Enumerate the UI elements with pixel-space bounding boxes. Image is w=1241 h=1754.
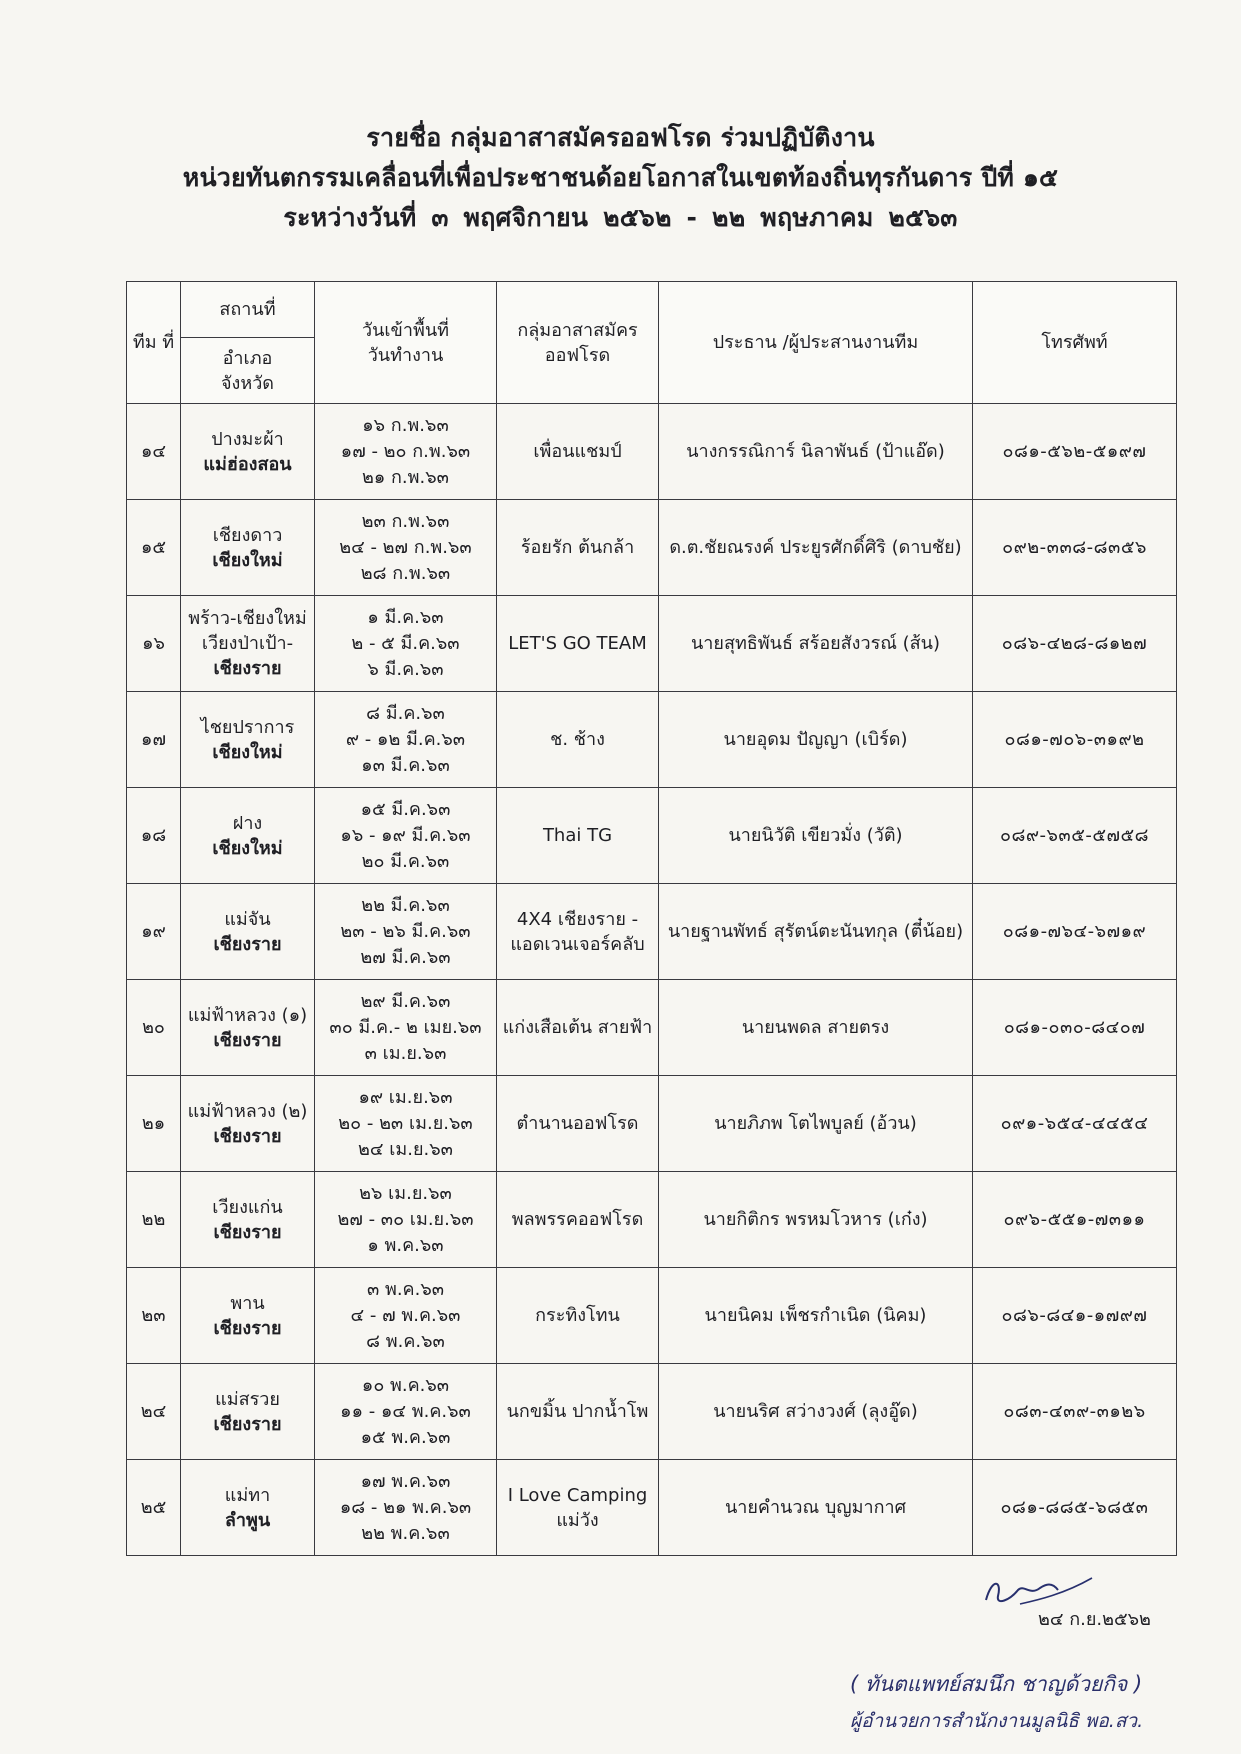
- leader-cell: นายนิวัติ เขียวมั่ง (วัติ): [659, 788, 973, 884]
- table-row: [127, 1172, 1177, 1268]
- table-row: [127, 1268, 1177, 1364]
- district-name: พาน: [230, 1292, 265, 1314]
- group-cell: LET'S GO TEAM: [497, 596, 659, 692]
- province-name: แม่ฮ่องสอน: [203, 453, 292, 475]
- place-cell: [181, 1076, 315, 1172]
- district-name: แม่ทา: [224, 1484, 271, 1506]
- table-row: [127, 1460, 1177, 1556]
- province-name: เชียงราย: [213, 1413, 282, 1435]
- place-cell: [181, 1268, 315, 1364]
- place-cell: [181, 500, 315, 596]
- group-cell: I Love Camping แม่วัง: [497, 1460, 659, 1556]
- date-line: ๒๙ มี.ค.๖๓: [360, 990, 451, 1012]
- table-row: [127, 788, 1177, 884]
- title-line-1: รายชื่อ กลุ่มอาสาสมัครออฟโรด ร่วมปฏิบัติงาน: [366, 123, 875, 152]
- team-cell: ๒๓: [127, 1268, 181, 1364]
- table-row: [127, 884, 1177, 980]
- header-group-line1: กลุ่มอาสาสมัคร: [517, 319, 638, 341]
- leader-cell: นายภิภพ โตไพบูลย์ (อ้วน): [659, 1076, 973, 1172]
- district-name: แม่ฟ้าหลวง (๒): [187, 1100, 308, 1122]
- date-line: ๑๗ - ๒๐ ก.พ.๖๓: [340, 440, 471, 462]
- date-line: ๑ พ.ค.๖๓: [367, 1234, 444, 1256]
- date-line: ๒๗ มี.ค.๖๓: [360, 946, 451, 968]
- date-line: ๒๘ ก.พ.๖๓: [360, 562, 451, 584]
- team-cell: ๑๙: [127, 884, 181, 980]
- province-name: เชียงราย: [213, 933, 282, 955]
- place-cell: [181, 884, 315, 980]
- phone-cell: ๐๘๖-๔๒๘-๘๑๒๗: [973, 596, 1177, 692]
- date-line: ๘ มี.ค.๖๓: [366, 702, 445, 724]
- dates-cell: [315, 788, 497, 884]
- phone-cell: ๐๘๓-๔๓๙-๓๑๒๖: [973, 1364, 1177, 1460]
- district-name: เชียงดาว: [212, 524, 283, 546]
- header-place: สถานที่: [181, 282, 315, 338]
- table-row: [127, 1364, 1177, 1460]
- date-line: ๑๓ มี.ค.๖๓: [361, 754, 450, 776]
- date-line: ๙ - ๑๒ มี.ค.๖๓: [345, 728, 466, 750]
- team-cell: ๑๘: [127, 788, 181, 884]
- group-cell: 4X4 เชียงราย - แอดเวนเจอร์คลับ: [497, 884, 659, 980]
- province-name: เชียงราย: [213, 1029, 282, 1051]
- group-cell: Thai TG: [497, 788, 659, 884]
- group-cell: ตำนานออฟโรด: [497, 1076, 659, 1172]
- district-name: ปางมะผ้า: [211, 428, 284, 450]
- document-title-block: [0, 118, 1241, 238]
- date-line: ๒ - ๕ มี.ค.๖๓: [351, 632, 460, 654]
- district-name: แม่ฟ้าหลวง (๑): [187, 1004, 308, 1026]
- district-name: เวียงแก่น: [212, 1196, 283, 1218]
- signer-title: ผู้อำนวยการสำนักงานมูลนิธิ พอ.สว.: [850, 1710, 1144, 1732]
- province-name: เชียงราย: [213, 1125, 282, 1147]
- group-cell: ร้อยรัก ต้นกล้า: [497, 500, 659, 596]
- date-line: ๑๐ พ.ค.๖๓: [361, 1374, 450, 1396]
- phone-cell: ๐๘๑-๕๖๒-๕๑๙๗: [973, 404, 1177, 500]
- leader-cell: นายสุทธิพันธ์ สร้อยสังวรณ์ (ส้น): [659, 596, 973, 692]
- place-cell: [181, 692, 315, 788]
- place-cell: [181, 980, 315, 1076]
- date-line: ๒๗ - ๓๐ เม.ย.๖๓: [337, 1208, 474, 1230]
- province-name: เชียงใหม่: [212, 549, 283, 571]
- date-line: ๒๓ - ๒๖ มี.ค.๖๓: [340, 920, 471, 942]
- date-line: ๒๑ ก.พ.๖๓: [362, 466, 449, 488]
- dates-cell: [315, 1172, 497, 1268]
- leader-cell: นายอุดม ปัญญา (เบิร์ด): [659, 692, 973, 788]
- header-group: [497, 282, 659, 404]
- header-dates: [315, 282, 497, 404]
- team-cell: ๑๖: [127, 596, 181, 692]
- district-name: พร้าว-เชียงใหม่ เวียงป่าเป้า-: [188, 608, 307, 654]
- group-cell: เพื่อนแชมป์: [497, 404, 659, 500]
- team-cell: ๑๕: [127, 500, 181, 596]
- date-line: ๑๙ เม.ย.๖๓: [358, 1086, 453, 1108]
- table-row: [127, 1076, 1177, 1172]
- dates-cell: [315, 596, 497, 692]
- place-cell: [181, 404, 315, 500]
- team-cell: ๑๗: [127, 692, 181, 788]
- header-group-line2: ออฟโรด: [544, 344, 611, 366]
- date-line: ๒๒ พ.ค.๖๓: [361, 1522, 450, 1544]
- dates-cell: [315, 884, 497, 980]
- date-line: ๒๖ เม.ย.๖๓: [359, 1182, 452, 1204]
- phone-cell: ๐๘๑-๗๖๔-๖๗๑๙: [973, 884, 1177, 980]
- date-line: ๓ พ.ค.๖๓: [366, 1278, 445, 1300]
- phone-cell: ๐๘๖-๘๔๑-๑๗๙๗: [973, 1268, 1177, 1364]
- team-cell: ๒๔: [127, 1364, 181, 1460]
- header-leader: ประธาน /ผู้ประสานงานทีม: [659, 282, 973, 404]
- date-line: ๘ พ.ค.๖๓: [366, 1330, 445, 1352]
- date-line: ๓๐ มี.ค.- ๒ เมย.๖๓: [329, 1016, 482, 1038]
- province-name: เชียงราย: [213, 658, 282, 679]
- date-line: ๒๓ ก.พ.๖๓: [361, 510, 450, 532]
- header-dates-line1: วันเข้าพื้นที่: [361, 319, 449, 341]
- district-name: ไชยปราการ: [200, 716, 295, 738]
- signature-date: ๒๔ ก.ย.๒๕๖๒: [1038, 1609, 1151, 1630]
- table-row: [127, 692, 1177, 788]
- date-line: ๒๔ - ๒๗ ก.พ.๖๓: [339, 536, 472, 558]
- date-line: ๖ มี.ค.๖๓: [367, 658, 444, 680]
- title-line-2: หน่วยทันตกรรมเคลื่อนที่เพื่อประชาชนด้อยโอกาสในเขตท้องถิ่นทุรกันดาร ปีที่ ๑๕: [182, 163, 1059, 192]
- date-line: ๑๖ ก.พ.๖๓: [362, 414, 449, 436]
- place-cell: [181, 1172, 315, 1268]
- date-line: ๑๖ - ๑๙ มี.ค.๖๓: [340, 824, 471, 846]
- dates-cell: [315, 980, 497, 1076]
- team-cell: ๒๐: [127, 980, 181, 1076]
- title-line-3: ระหว่างวันที่ ๓ พฤศจิกายน ๒๕๖๒ - ๒๒ พฤษภาคม ๒๕๖๓: [283, 203, 958, 232]
- leader-cell: นายนริศ สว่างวงศ์ (ลุงอู๊ด): [659, 1364, 973, 1460]
- phone-cell: ๐๙๖-๕๕๑-๗๓๑๑: [973, 1172, 1177, 1268]
- place-cell: [181, 788, 315, 884]
- leader-cell: นายกิติกร พรหมโวหาร (เก๋ง): [659, 1172, 973, 1268]
- table-row: [127, 596, 1177, 692]
- province-name: ลำพูน: [224, 1509, 271, 1531]
- header-phone: โทรศัพท์: [973, 282, 1177, 404]
- group-cell: แก่งเสือเต้น สายฟ้า: [497, 980, 659, 1076]
- header-province: จังหวัด: [221, 372, 274, 394]
- district-name: แม่สรวย: [215, 1388, 280, 1410]
- place-cell: [181, 1364, 315, 1460]
- leader-cell: นายคำนวณ บุญมากาศ: [659, 1460, 973, 1556]
- header-district-province: [181, 338, 315, 404]
- signer-name: ( ทันตแพทย์สมนึก ชาญด้วยกิจ ): [850, 1672, 1143, 1696]
- leader-cell: นายนิคม เพ็ชรกำเนิด (นิคม): [659, 1268, 973, 1364]
- date-line: ๒๐ - ๒๓ เม.ย.๖๓: [338, 1112, 473, 1134]
- date-line: ๒๐ มี.ค.๖๓: [361, 850, 450, 872]
- roster-body: [127, 404, 1177, 1556]
- date-line: ๒๒ มี.ค.๖๓: [361, 894, 450, 916]
- date-line: ๑๑ - ๑๔ พ.ค.๖๓: [340, 1400, 471, 1422]
- volunteer-roster-table: [126, 281, 1177, 1556]
- group-cell: พลพรรคออฟโรด: [497, 1172, 659, 1268]
- table-row: [127, 500, 1177, 596]
- place-cell: [181, 1460, 315, 1556]
- dates-cell: [315, 500, 497, 596]
- dates-cell: [315, 404, 497, 500]
- table-row: [127, 980, 1177, 1076]
- dates-cell: [315, 1076, 497, 1172]
- province-name: เชียงใหม่: [212, 837, 283, 859]
- date-line: ๑๕ มี.ค.๖๓: [360, 798, 451, 820]
- date-line: ๑ มี.ค.๖๓: [367, 606, 444, 628]
- group-cell: นกขมิ้น ปากน้ำโพ: [497, 1364, 659, 1460]
- leader-cell: นายฐานพัทธ์ สุรัตน์ตะนันทกุล (ตี๋น้อย): [659, 884, 973, 980]
- header-team: ทีม ที่: [127, 282, 181, 404]
- header-dates-line2: วันทำงาน: [367, 344, 444, 366]
- district-name: แม่จัน: [224, 908, 271, 930]
- date-line: ๒๔ เม.ย.๖๓: [358, 1138, 453, 1160]
- province-name: เชียงใหม่: [212, 741, 283, 763]
- team-cell: ๒๒: [127, 1172, 181, 1268]
- district-name: ฝาง: [232, 812, 263, 834]
- date-line: ๑๘ - ๒๑ พ.ค.๖๓: [339, 1496, 472, 1518]
- team-cell: ๒๑: [127, 1076, 181, 1172]
- dates-cell: [315, 1268, 497, 1364]
- team-cell: ๑๔: [127, 404, 181, 500]
- group-cell: กระทิงโทน: [497, 1268, 659, 1364]
- province-name: เชียงราย: [213, 1221, 282, 1243]
- date-line: ๔ - ๗ พ.ค.๖๓: [350, 1304, 461, 1326]
- leader-cell: ด.ต.ชัยณรงค์ ประยูรศักดิ์ศิริ (ดาบชัย): [659, 500, 973, 596]
- date-line: ๓ เม.ย.๖๓: [364, 1042, 447, 1064]
- province-name: เชียงราย: [213, 1317, 282, 1339]
- date-line: ๑๕ พ.ค.๖๓: [360, 1426, 451, 1448]
- date-line: ๑๗ พ.ค.๖๓: [360, 1470, 451, 1492]
- header-district: อำเภอ: [222, 347, 273, 369]
- dates-cell: [315, 692, 497, 788]
- dates-cell: [315, 1364, 497, 1460]
- phone-cell: ๐๘๑-๐๓๐-๘๔๐๗: [973, 980, 1177, 1076]
- phone-cell: ๐๙๑-๖๕๔-๔๔๕๔: [973, 1076, 1177, 1172]
- phone-cell: ๐๘๑-๗๐๖-๓๑๙๒: [973, 692, 1177, 788]
- group-cell: ช. ช้าง: [497, 692, 659, 788]
- dates-cell: [315, 1460, 497, 1556]
- phone-cell: ๐๘๙-๖๓๕-๕๗๕๘: [973, 788, 1177, 884]
- phone-cell: ๐๘๑-๘๘๕-๖๘๕๓: [973, 1460, 1177, 1556]
- table-row: [127, 404, 1177, 500]
- team-cell: ๒๕: [127, 1460, 181, 1556]
- leader-cell: นายนพดล สายตรง: [659, 980, 973, 1076]
- place-cell: [181, 596, 315, 692]
- phone-cell: ๐๙๒-๓๓๘-๘๓๕๖: [973, 500, 1177, 596]
- leader-cell: นางกรรณิการ์ นิลาพันธ์ (ป้าแอ๊ด): [659, 404, 973, 500]
